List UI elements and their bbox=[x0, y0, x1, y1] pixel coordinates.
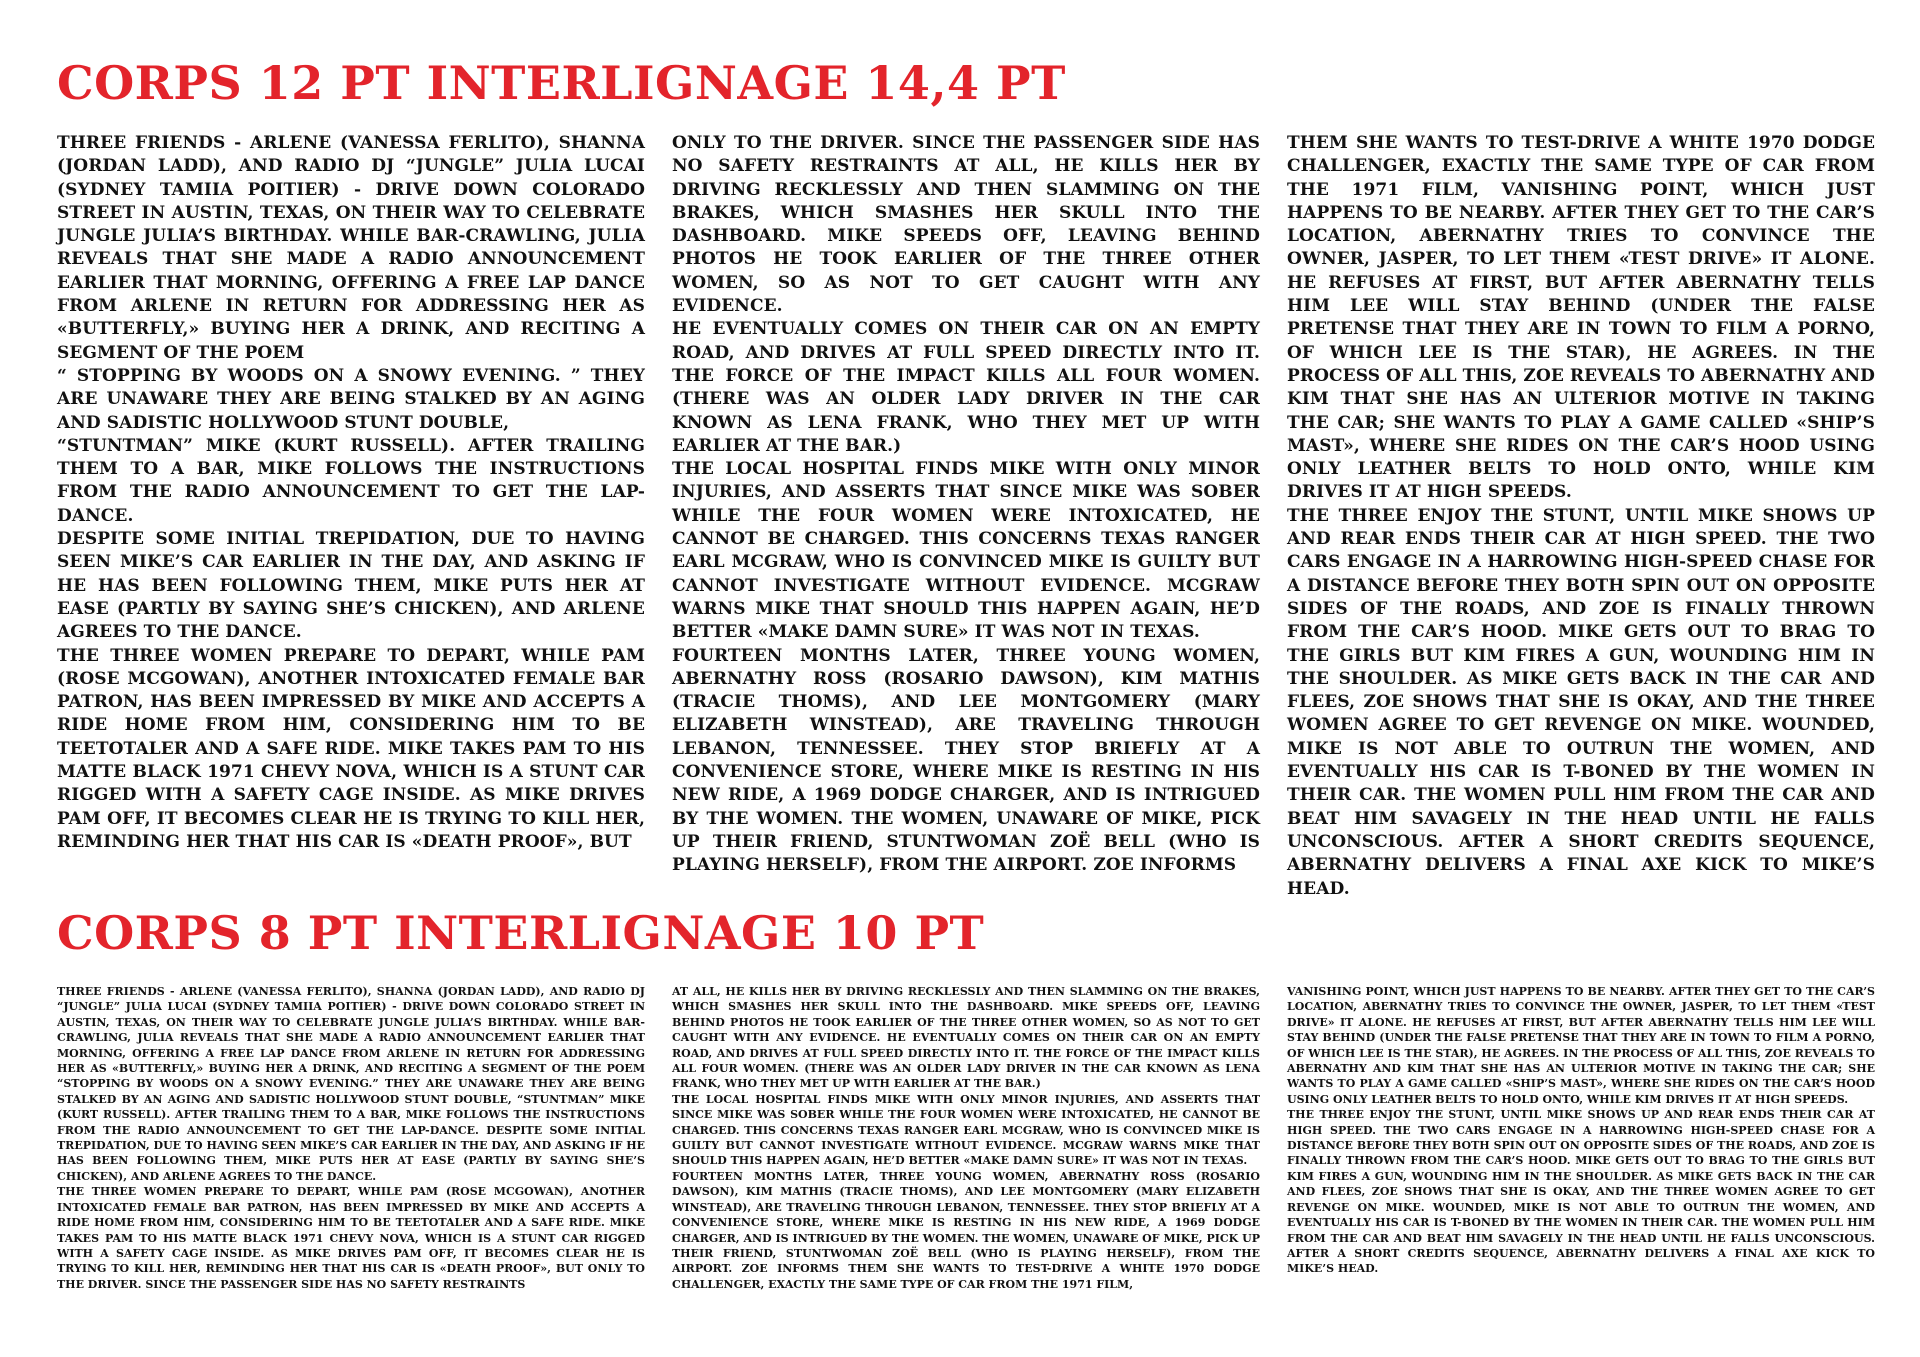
paragraph: THE THREE WOMEN PREPARE TO DEPART, WHILE PAM (ROSE MCGOWAN), ANOTHER INTOXICATED FEMALE BAR PATRON, HAS BEEN IMPRESSED BY MIKE AND ACCEPTS A RIDE HOME FROM HIM, CONSIDERING HIM TO BE TEETOTALER AND A SAFE RIDE. MIKE TAKES PAM TO HIS MATTE BLACK 1971 CHEVY NOVA, WHICH IS A STUNT CAR RIGGED WITH A SAFETY CAGE INSIDE. AS MIKE DRIVES PAM OFF, IT BECOMES CLEAR HE IS TRYING TO KILL HER, REMINDING HER THAT HIS CAR IS «DEATH PROOF», BUT ONLY TO THE DRIVER. SINCE THE PASSENGER SIDE HAS NO SAFETY RESTRAINTS bbox=[57, 1185, 645, 1291]
section-12pt bbox=[57, 56, 1875, 899]
paragraph: THEM SHE WANTS TO TEST-DRIVE A WHITE 1970 DODGE CHALLENGER, EXACTLY THE SAME TYPE OF CAR FROM THE 1971 FILM, VANISHING POINT, WHICH JUST HAPPENS TO BE NEARBY. AFTER THEY GET TO THE CAR’S LOCATION, ABERNATHY TRIES TO CONVINCE THE OWNER, JASPER, TO LET THEM «TEST DRIVE» IT ALONE. HE REFUSES AT FIRST, BUT AFTER ABERNATHY TELLS HIM LEE WILL STAY BEHIND (UNDER THE FALSE PRETENSE THAT THEY ARE IN TOWN TO FILM A PORNO, OF WHICH LEE IS THE STAR), HE AGREES. IN THE PROCESS OF ALL THIS, ZOE REVEALS TO ABERNATHY AND KIM THAT SHE HAS AN ULTERIOR MOTIVE IN TAKING THE CAR; SHE WANTS TO PLAY A GAME CALLED «SHIP’S MAST», WHERE SHE RIDES ON THE CAR’S HOOD USING ONLY LEATHER BELTS TO HOLD ONTO, WHILE KIM DRIVES IT AT HIGH SPEEDS. bbox=[1287, 133, 1875, 503]
paragraph: THREE FRIENDS - ARLENE (VANESSA FERLITO), SHANNA (JORDAN LADD), AND RADIO DJ “JUNGLE” JULIA LUCAI (SYDNEY TAMIIA POITIER) - DRIVE DOWN COLORADO STREET IN AUSTIN, TEXAS, ON THEIR WAY TO CELEBRATE JUNGLE JULIA’S BIRTHDAY. WHILE BAR-CRAWLING, JULIA REVEALS THAT SHE MADE A RADIO ANNOUNCEMENT EARLIER THAT MORNING, OFFERING A FREE LAP DANCE FROM ARLENE IN RETURN FOR ADDRESSING HER AS «BUTTERFLY,» BUYING HER A DRINK, AND RECITING A SEGMENT OF THE POEM “STOPPING BY WOODS ON A SNOWY EVENING.” THEY ARE UNAWARE THEY ARE BEING STALKED BY AN AGING AND SADISTIC HOLLYWOOD STUNT DOUBLE, “STUNTMAN” MIKE (KURT RUSSELL). AFTER TRAILING THEM TO A BAR, MIKE FOLLOWS THE INSTRUCTIONS FROM THE RADIO ANNOUNCEMENT TO GET THE LAP-DANCE. DESPITE SOME INITIAL TREPIDATION, DUE TO HAVING SEEN MIKE’S CAR EARLIER IN THE DAY, AND ASKING IF HE HAS BEEN FOLLOWING THEM, MIKE PUTS HER AT EASE (PARTLY BY SAYING SHE’S CHICKEN), AND ARLENE AGREES TO THE DANCE. bbox=[57, 985, 646, 1183]
text-column-1 bbox=[57, 132, 645, 878]
text-column-2 bbox=[672, 132, 1260, 878]
text-column-3 bbox=[1287, 132, 1875, 899]
text-columns-12pt bbox=[57, 132, 1875, 899]
paragraph: VANISHING POINT, WHICH JUST HAPPENS TO BE NEARBY. AFTER THEY GET TO THE CAR’S LOCATION, ABERNATHY TRIES TO CONVINCE THE OWNER, JASPER, TO LET THEM «TEST DRIVE» IT ALONE. HE REFUSES AT FIRST, BUT AFTER ABERNATHY TELLS HIM LEE WILL STAY BEHIND (UNDER THE FALSE PRETENSE THAT THEY ARE IN TOWN TO FILM A PORNO, OF WHICH LEE IS THE STAR), HE AGREES. IN THE PROCESS OF ALL THIS, ZOE REVEALS TO ABERNATHY AND KIM THAT SHE HAS AN ULTERIOR MOTIVE IN TAKING THE CAR; SHE WANTS TO PLAY A GAME CALLED «SHIP’S MAST», WHERE SHE RIDES ON THE CAR’S HOOD USING ONLY LEATHER BELTS TO HOLD ONTO, WHILE KIM DRIVES IT AT HIGH SPEEDS. bbox=[1287, 985, 1875, 1106]
paragraph: THE LOCAL HOSPITAL FINDS MIKE WITH ONLY MINOR INJURIES, AND ASSERTS THAT SINCE MIKE WAS SOBER WHILE THE FOUR WOMEN WERE INTOXICATED, HE CANNOT BE CHARGED. THIS CONCERNS TEXAS RANGER EARL MCGRAW, WHO IS CONVINCED MIKE IS GUILTY BUT CANNOT INVESTIGATE WITHOUT EVIDENCE. MCGRAW WARNS MIKE THAT SHOULD THIS HAPPEN AGAIN, HE’D BETTER «MAKE DAMN SURE» IT WAS NOT IN TEXAS. bbox=[672, 459, 1260, 643]
paragraph: ONLY TO THE DRIVER. SINCE THE PASSENGER SIDE HAS NO SAFETY RESTRAINTS AT ALL, HE KILLS HER BY DRIVING RECKLESSLY AND THEN SLAMMING ON THE BRAKES, WHICH SMASHES HER SKULL INTO THE DASHBOARD. MIKE SPEEDS OFF, LEAVING BEHIND PHOTOS HE TOOK EARLIER OF THE THREE OTHER WOMEN, SO AS NOT TO GET CAUGHT WITH ANY EVIDENCE. bbox=[672, 133, 1260, 317]
text-column-3 bbox=[1287, 984, 1875, 1314]
paragraph: DESPITE SOME INITIAL TREPIDATION, DUE TO HAVING SEEN MIKE’S CAR EARLIER IN THE DAY, AND ASKING IF HE HAS BEEN FOLLOWING THEM, MIKE PUTS HER AT EASE (PARTLY BY SAYING SHE’S CHICKEN), AND ARLENE AGREES TO THE DANCE. bbox=[57, 529, 645, 643]
paragraph: THE LOCAL HOSPITAL FINDS MIKE WITH ONLY MINOR INJURIES, AND ASSERTS THAT SINCE MIKE WAS SOBER WHILE THE FOUR WOMEN WERE INTOXICATED, HE CANNOT BE CHARGED. THIS CONCERNS TEXAS RANGER EARL MCGRAW, WHO IS CONVINCED MIKE IS GUILTY BUT CANNOT INVESTIGATE WITHOUT EVIDENCE. MCGRAW WARNS MIKE THAT SHOULD THIS HAPPEN AGAIN, HE’D BETTER «MAKE DAMN SURE» IT WAS NOT IN TEXAS. bbox=[672, 1092, 1260, 1168]
text-columns-8pt bbox=[57, 984, 1875, 1314]
paragraph: “STUNTMAN” MIKE (KURT RUSSELL). AFTER TRAILING THEM TO A BAR, MIKE FOLLOWS THE INSTRUCTIONS FROM THE RADIO ANNOUNCEMENT TO GET THE LAP-DANCE. bbox=[57, 435, 645, 526]
paragraph: THE THREE ENJOY THE STUNT, UNTIL MIKE SHOWS UP AND REAR ENDS THEIR CAR AT HIGH SPEED. THE TWO CARS ENGAGE IN A HARROWING HIGH-SPEED CHASE FOR A DISTANCE BEFORE THEY BOTH SPIN OUT ON OPPOSITE SIDES OF THE ROADS, AND ZOE IS FINALLY THROWN FROM THE CAR’S HOOD. MIKE GETS OUT TO BRAG TO THE GIRLS BUT KIM FIRES A GUN, WOUNDING HIM IN THE SHOULDER. AS MIKE GETS BACK IN THE CAR AND FLEES, ZOE SHOWS THAT SHE IS OKAY, AND THE THREE WOMEN AGREE TO GET REVENGE ON MIKE. WOUNDED, MIKE IS NOT ABLE TO OUTRUN THE WOMEN, AND EVENTUALLY HIS CAR IS T-BONED BY THE WOMEN IN THEIR CAR. THE WOMEN PULL HIM FROM THE CAR AND BEAT HIM SAVAGELY IN THE HEAD UNTIL HE FALLS UNCONSCIOUS. AFTER A SHORT CREDITS SEQUENCE, ABERNATHY DELIVERS A FINAL AXE KICK TO MIKE’S HEAD. bbox=[1287, 505, 1875, 899]
paragraph: “ STOPPING BY WOODS ON A SNOWY EVENING. ” THEY ARE UNAWARE THEY ARE BEING STALKED BY AN AGING AND SADISTIC HOLLYWOOD STUNT DOUBLE, bbox=[57, 365, 645, 433]
paragraph: FOURTEEN MONTHS LATER, THREE YOUNG WOMEN, ABERNATHY ROSS (ROSARIO DAWSON), KIM MATHIS (TRACIE THOMS), AND LEE MONTGOMERY (MARY ELIZABETH WINSTEAD), ARE TRAVELING THROUGH LEBANON, TENNESSEE. THEY STOP BRIEFLY AT A CONVENIENCE STORE, WHERE MIKE IS RESTING IN HIS NEW RIDE, A 1969 DODGE CHARGER, AND IS INTRIGUED BY THE WOMEN. THE WOMEN, UNAWARE OF MIKE, PICK UP THEIR FRIEND, STUNTWOMAN ZOË BELL (WHO IS PLAYING HERSELF), FROM THE AIRPORT. ZOE INFORMS THEM SHE WANTS TO TEST-DRIVE A WHITE 1970 DODGE CHALLENGER, EXACTLY THE SAME TYPE OF CAR FROM THE 1971 FILM, bbox=[672, 1169, 1260, 1291]
paragraph: THE THREE WOMEN PREPARE TO DEPART, WHILE PAM (ROSE MCGOWAN), ANOTHER INTOXICATED FEMALE BAR PATRON, HAS BEEN IMPRESSED BY MIKE AND ACCEPTS A RIDE HOME FROM HIM, CONSIDERING HIM TO BE TEETOTALER AND A SAFE RIDE. MIKE TAKES PAM TO HIS MATTE BLACK 1971 CHEVY NOVA, WHICH IS A STUNT CAR RIGGED WITH A SAFETY CAGE INSIDE. AS MIKE DRIVES PAM OFF, IT BECOMES CLEAR HE IS TRYING TO KILL HER, REMINDING HER THAT HIS CAR IS «DEATH PROOF», BUT bbox=[57, 645, 645, 852]
paragraph: THREE FRIENDS - ARLENE (VANESSA FERLITO), SHANNA (JORDAN LADD), AND RADIO DJ “JUNGLE” JULIA LUCAI (SYDNEY TAMIIA POITIER) - DRIVE DOWN COLORADO STREET IN AUSTIN, TEXAS, ON THEIR WAY TO CELEBRATE JUNGLE JULIA’S BIRTHDAY. WHILE BAR-CRAWLING, JULIA REVEALS THAT SHE MADE A RADIO ANNOUNCEMENT EARLIER THAT MORNING, OFFERING A FREE LAP DANCE FROM ARLENE IN RETURN FOR ADDRESSING HER AS «BUTTERFLY,» BUYING HER A DRINK, AND RECITING A SEGMENT OF THE POEM bbox=[57, 133, 645, 363]
paragraph: AT ALL, HE KILLS HER BY DRIVING RECKLESSLY AND THEN SLAMMING ON THE BRAKES, WHICH SMASHES HER SKULL INTO THE DASHBOARD. MIKE SPEEDS OFF, LEAVING BEHIND PHOTOS HE TOOK EARLIER OF THE THREE OTHER WOMEN, SO AS NOT TO GET CAUGHT WITH ANY EVIDENCE. HE EVENTUALLY COMES ON THEIR CAR ON AN EMPTY ROAD, AND DRIVES AT FULL SPEED DIRECTLY INTO IT. THE FORCE OF THE IMPACT KILLS ALL FOUR WOMEN. (THERE WAS AN OLDER LADY DRIVER IN THE CAR KNOWN AS LENA FRANK, WHO THEY MET UP WITH EARLIER AT THE BAR.) bbox=[672, 985, 1260, 1091]
paragraph: HE EVENTUALLY COMES ON THEIR CAR ON AN EMPTY ROAD, AND DRIVES AT FULL SPEED DIRECTLY INTO IT. THE FORCE OF THE IMPACT KILLS ALL FOUR WOMEN. (THERE WAS AN OLDER LADY DRIVER IN THE CAR KNOWN AS LENA FRANK, WHO THEY MET UP WITH EARLIER AT THE BAR.) bbox=[672, 319, 1260, 456]
text-column-1 bbox=[57, 984, 645, 1314]
section-8pt bbox=[57, 906, 1875, 1314]
section-heading-8pt: CORPS 8 PT INTERLIGNAGE 10 PT bbox=[57, 906, 985, 960]
paragraph: FOURTEEN MONTHS LATER, THREE YOUNG WOMEN, ABERNATHY ROSS (ROSARIO DAWSON), KIM MATHIS (TRACIE THOMS), AND LEE MONTGOMERY (MARY ELIZABETH WINSTEAD), ARE TRAVELING THROUGH LEBANON, TENNESSEE. THEY STOP BRIEFLY AT A CONVENIENCE STORE, WHERE MIKE IS RESTING IN HIS NEW RIDE, A 1969 DODGE CHARGER, AND IS INTRIGUED BY THE WOMEN. THE WOMEN, UNAWARE OF MIKE, PICK UP THEIR FRIEND, STUNTWOMAN ZOË BELL (WHO IS PLAYING HERSELF), FROM THE AIRPORT. ZOE INFORMS bbox=[672, 645, 1260, 876]
section-heading-12pt: CORPS 12 PT INTERLIGNAGE 14,4 PT bbox=[57, 56, 1066, 110]
paragraph: THE THREE ENJOY THE STUNT, UNTIL MIKE SHOWS UP AND REAR ENDS THEIR CAR AT HIGH SPEED. THE TWO CARS ENGAGE IN A HARROWING HIGH-SPEED CHASE FOR A DISTANCE BEFORE THEY BOTH SPIN OUT ON OPPOSITE SIDES OF THE ROADS, AND ZOE IS FINALLY THROWN FROM THE CAR’S HOOD. MIKE GETS OUT TO BRAG TO THE GIRLS BUT KIM FIRES A GUN, WOUNDING HIM IN THE SHOULDER. AS MIKE GETS BACK IN THE CAR AND FLEES, ZOE SHOWS THAT SHE IS OKAY, AND THE THREE WOMEN AGREE TO GET REVENGE ON MIKE. WOUNDED, MIKE IS NOT ABLE TO OUTRUN THE WOMEN, AND EVENTUALLY HIS CAR IS T-BONED BY THE WOMEN IN THEIR CAR. THE WOMEN PULL HIM FROM THE CAR AND BEAT HIM SAVAGELY IN THE HEAD UNTIL HE FALLS UNCONSCIOUS. AFTER A SHORT CREDITS SEQUENCE, ABERNATHY DELIVERS A FINAL AXE KICK TO MIKE’S HEAD. bbox=[1287, 1108, 1875, 1276]
text-column-2 bbox=[672, 984, 1260, 1314]
